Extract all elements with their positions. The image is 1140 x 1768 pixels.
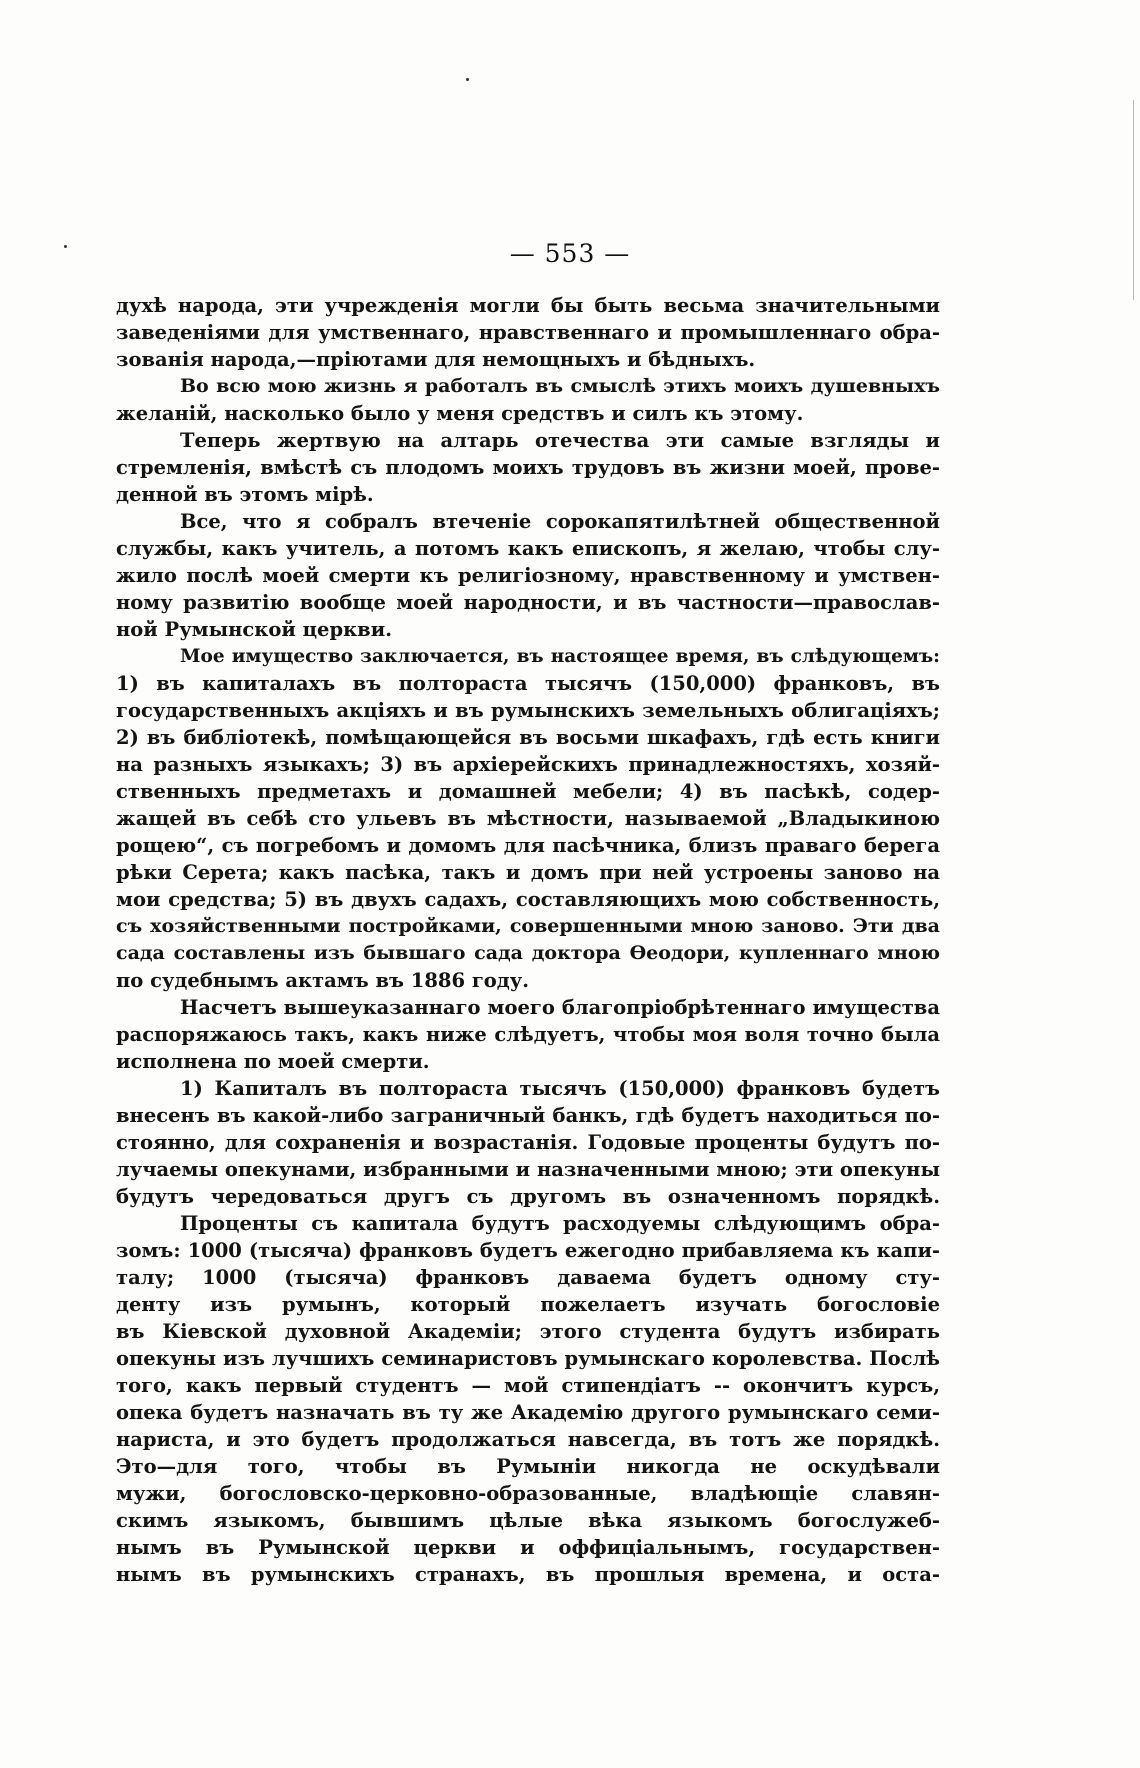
text-line: ной Румынской церкви. [116, 618, 392, 641]
text-line: въ Кіевской духовной Академіи; этого студента будутъ избирать [116, 1320, 940, 1343]
text-line: зомъ: 1000 (тысяча) франковъ будетъ ежегодно прибавляема къ капи- [116, 1239, 940, 1262]
text-line: заведеніями для умственнаго, нравственнаго и промышленнаго обра- [116, 321, 940, 344]
text-line: жило послѣ моей смерти къ религіозному, нравственному и умствен- [116, 564, 940, 587]
text-line: желаній, насколько было у меня средствъ и силъ къ этому. [116, 402, 804, 425]
text-line: по судебнымъ актамъ въ 1886 году. [116, 969, 530, 992]
text-line: жащей въ себѣ сто ульевъ въ мѣстности, называемой „Владыкиною [116, 807, 940, 830]
text-line: Все, что я собралъ втеченіе сорокапятилѣтней общественной [180, 510, 940, 533]
scan-edge-line [1133, 100, 1134, 300]
text-line: службы, какъ учитель, а потомъ какъ епископъ, я желаю, чтобы слу- [116, 537, 940, 560]
text-line: мои средства; 5) въ двухъ садахъ, составляющихъ мою собственность, [116, 888, 940, 911]
text-line: скимъ языкомъ, бывшимъ цѣлые вѣка языкомъ богослужеб- [116, 1509, 940, 1532]
text-line: 2) въ библіотекѣ, помѣщающейся въ восьми шкафахъ, гдѣ есть книги [116, 726, 940, 749]
text-line: Во всю мою жизнь я работалъ въ смыслѣ этихъ моихъ душевныхъ [180, 375, 940, 397]
text-line: нымъ въ румынскихъ странахъ, въ прошлыя времена, и оста- [116, 1563, 940, 1586]
page-number: — 553 — [509, 239, 631, 268]
text-line: Насчетъ вышеуказаннаго моего благопріобрѣтеннаго имущества [180, 996, 940, 1019]
text-line: съ хозяйственными постройками, совершенными мною заново. Эти два [116, 915, 940, 937]
text-line: опека будетъ назначать въ ту же Академію другого румынскаго семи- [116, 1401, 940, 1424]
text-line: духѣ народа, эти учрежденія могли бы быть весьма значительными [116, 294, 940, 317]
text-line: стремленія, вмѣстѣ съ плодомъ моихъ трудовъ въ жизни моей, прове- [116, 456, 940, 479]
text-line: рощею“, съ погребомъ и домомъ для пасѣчника, близъ праваго берега [116, 834, 940, 857]
text-line: внесенъ въ какой-либо заграничный банкъ, гдѣ будетъ находиться по- [116, 1104, 940, 1127]
text-line: стоянно, для сохраненія и возрастанія. Годовые проценты будутъ по- [116, 1131, 940, 1154]
body-text [116, 292, 940, 1588]
text-line: сада составлены изъ бывшаго сада доктора Ѳеодори, купленнаго мною [116, 942, 940, 964]
text-line: денной въ этомъ мірѣ. [116, 483, 374, 506]
text-line: опекуны изъ лучшихъ семинаристовъ румынскаго королевства. Послѣ [116, 1347, 940, 1370]
text-line: будутъ чередоваться другъ съ другомъ въ означенномъ порядкѣ. [116, 1185, 940, 1208]
text-line: Мое имущество заключается, въ настоящее время, въ слѣдующемъ: [180, 646, 940, 667]
text-line: государственныхъ акціяхъ и въ румынскихъ земельныхъ облигаціяхъ; [116, 699, 940, 722]
text-line: Проценты съ капитала будутъ расходуемы слѣдующимъ обра- [180, 1212, 940, 1235]
text-line: талу; 1000 (тысяча) франковъ даваема будетъ одному сту- [116, 1266, 940, 1289]
text-line: на разныхъ языкахъ; 3) въ архіерейскихъ принадлежностяхъ, хозяй- [116, 753, 940, 776]
text-line: Это—для того, чтобы въ Румыніи никогда не оскудѣвали [116, 1455, 940, 1478]
text-line: зованія народа,—пріютами для немощныхъ и бѣдныхъ. [116, 348, 756, 371]
text-line: ному развитію вообще моей народности, и въ частности—православ- [116, 591, 940, 614]
text-line: того, какъ первый студентъ — мой стипендіатъ -- окончитъ курсъ, [116, 1374, 940, 1397]
text-line: нариста, и это будетъ продолжаться навсегда, въ тотъ же порядкѣ. [116, 1428, 940, 1451]
text-line: рѣки Серета; какъ пасѣка, такъ и домъ при ней устроены заново на [116, 861, 940, 884]
text-line: Теперь жертвую на алтарь отечества эти самые взгляды и [180, 429, 940, 452]
text-line: нымъ въ Румынской церкви и оффиціальнымъ, государствен- [116, 1536, 940, 1559]
text-line: исполнена по моей смерти. [116, 1050, 430, 1073]
text-line: распоряжаюсь такъ, какъ ниже слѣдуетъ, чтобы моя воля точно была [116, 1023, 940, 1046]
text-line: ственныхъ предметахъ и домашней мебели; 4) въ пасѣкѣ, содер- [116, 780, 940, 803]
text-line: лучаемы опекунами, избранными и назначенными мною; эти опекуны [116, 1158, 940, 1181]
text-line: 1) въ капиталахъ въ полтораста тысячъ (150,000) франковъ, въ [116, 672, 940, 695]
text-line: 1) Капиталъ въ полтораста тысячъ (150,000) франковъ будетъ [180, 1077, 940, 1100]
text-line: денту изъ румынъ, который пожелаетъ изучать богословіе [116, 1293, 940, 1316]
text-line: мужи, богословско-церковно-образованные, владѣющіе славян- [116, 1482, 940, 1505]
